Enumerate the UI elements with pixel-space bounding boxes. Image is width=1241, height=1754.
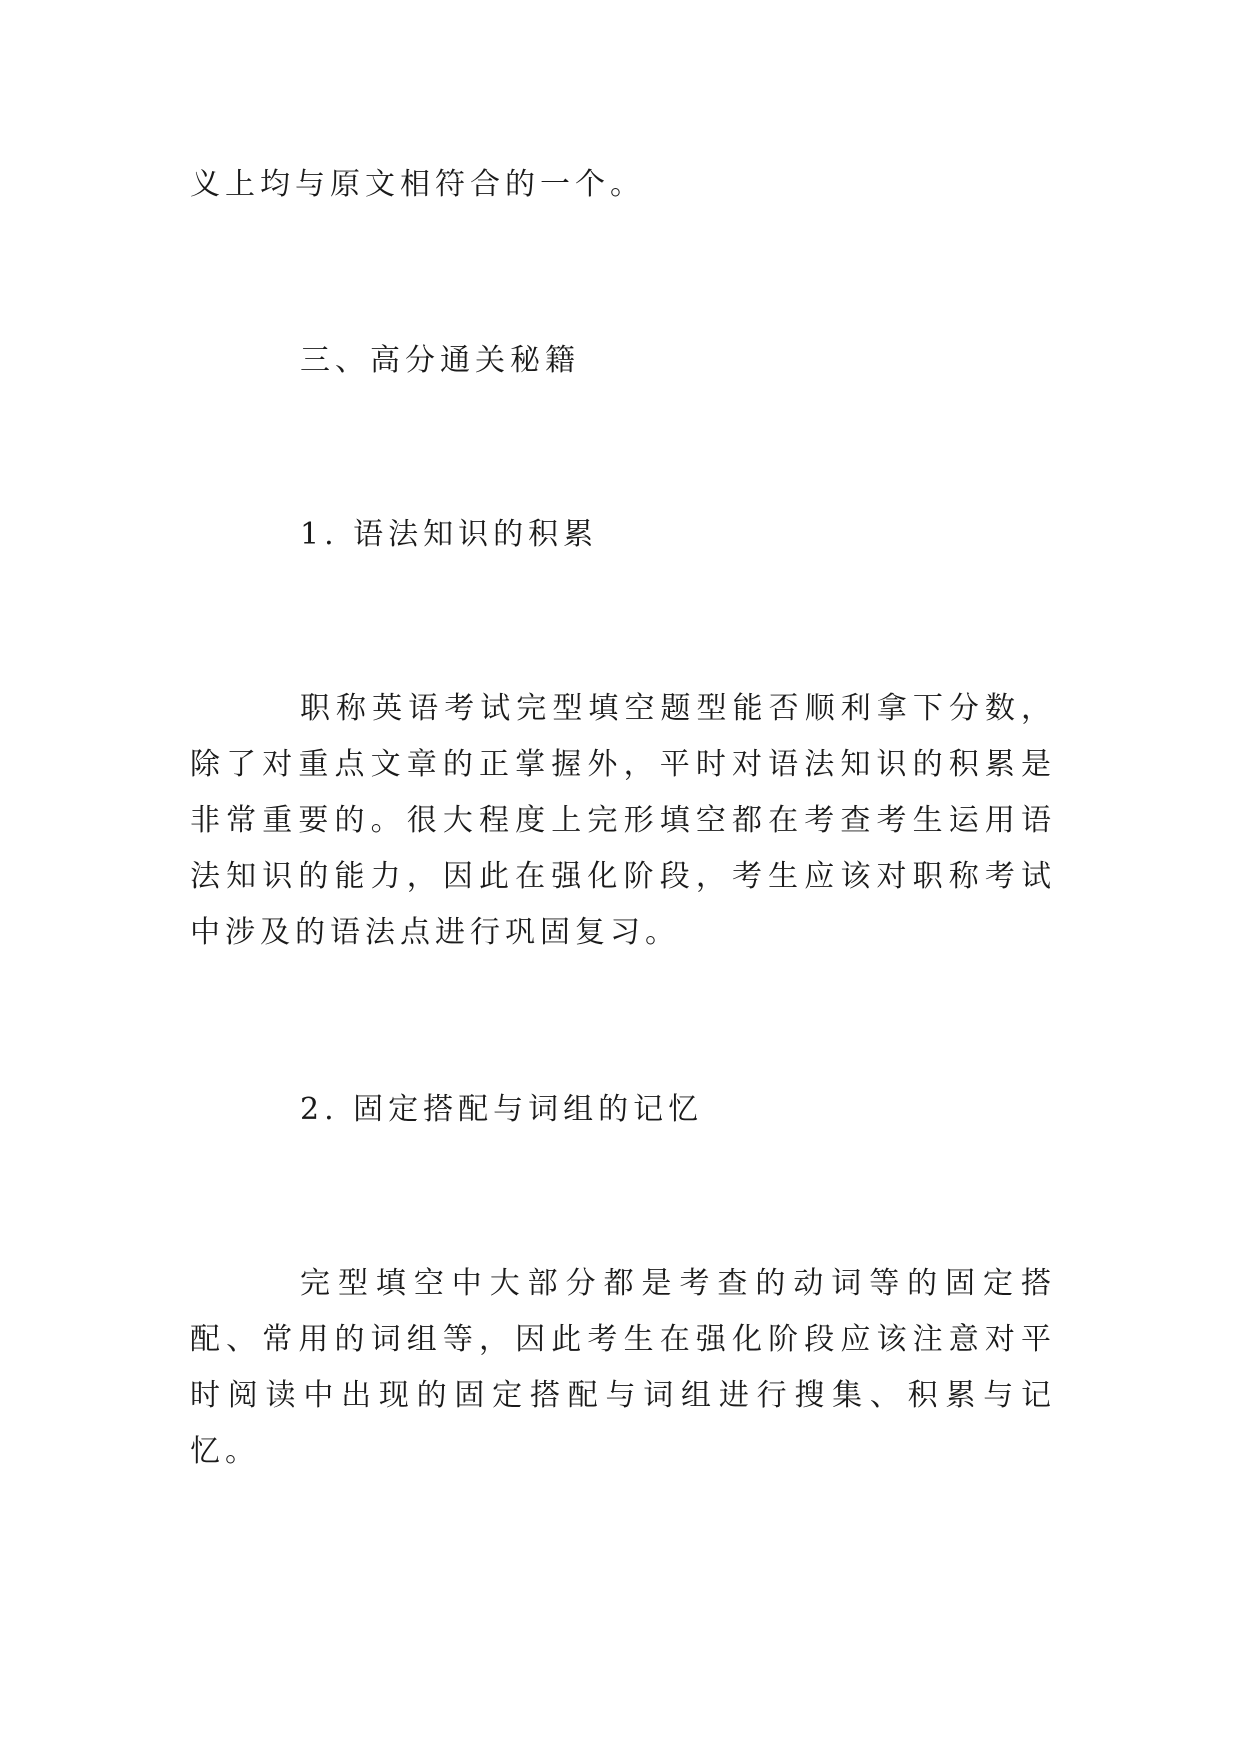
item2-paragraph: 完型填空中大部分都是考查的动词等的固定搭配、常用的词组等，因此考生在强化阶段应该注意对平时阅读中出现的固定搭配与词组进行搜集、积累与记忆。 xyxy=(190,1266,1056,1469)
item1-paragraph: 职称英语考试完型填空题型能否顺利拿下分数，除了对重点文章的正掌握外，平时对语法知识的积累是非常重要的。很大程度上完形填空都在考查考生运用语法知识的能力，因此在强化阶段，考生应该对职称考试中涉及的语法点进行巩固复习。 xyxy=(190,691,1056,950)
section-title: 三、高分通关秘籍 xyxy=(300,343,580,378)
item1-heading: 1. 语法知识的积累 xyxy=(300,517,599,552)
continuation-text: 义上均与原文相符合的一个。 xyxy=(190,167,645,202)
item2-heading: 2. 固定搭配与词组的记忆 xyxy=(300,1092,704,1127)
